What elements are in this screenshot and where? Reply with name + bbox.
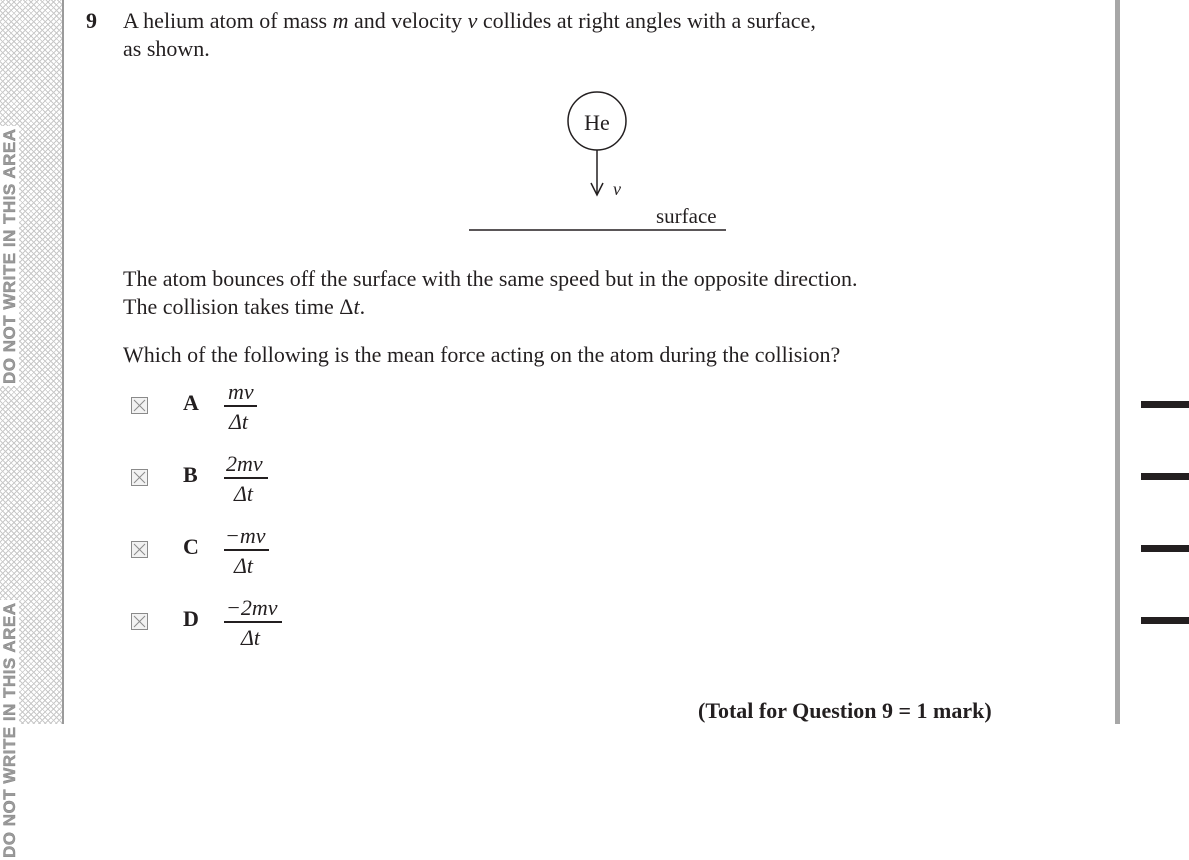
option-c-numerator: −mv bbox=[225, 523, 266, 548]
body-line-4: The collision takes time Δt. bbox=[123, 294, 366, 319]
velocity-label: v bbox=[613, 179, 621, 199]
answer-tick-b bbox=[1141, 473, 1189, 480]
question-line-2: as shown. bbox=[123, 36, 210, 61]
margin-warning-top: DO NOT WRITE IN THIS AREA bbox=[0, 128, 19, 384]
option-d-letter: D bbox=[183, 606, 199, 631]
option-b-letter: B bbox=[183, 462, 198, 487]
option-b-checkbox[interactable] bbox=[131, 469, 148, 486]
option-d-denominator: Δt bbox=[241, 625, 261, 650]
right-page-rule bbox=[1115, 0, 1120, 724]
option-a-denominator: Δt bbox=[229, 409, 249, 434]
answer-tick-a bbox=[1141, 401, 1189, 408]
body-line-3: The atom bounces off the surface with the same speed but in the opposite direction. bbox=[123, 266, 858, 291]
margin-warning-bottom: DO NOT WRITE IN THIS AREA bbox=[0, 602, 19, 858]
option-d-fraction-bar bbox=[224, 621, 282, 623]
question-number: 9 bbox=[86, 8, 97, 33]
option-c-denominator: Δt bbox=[234, 553, 254, 578]
helium-diagram bbox=[460, 85, 740, 235]
helium-atom-label: He bbox=[584, 110, 610, 135]
option-b-fraction-bar bbox=[224, 477, 268, 479]
option-c-letter: C bbox=[183, 534, 199, 559]
question-prompt: Which of the following is the mean force acting on the atom during the collision? bbox=[123, 342, 841, 367]
answer-tick-c bbox=[1141, 545, 1189, 552]
option-c-checkbox[interactable] bbox=[131, 541, 148, 558]
option-a-letter: A bbox=[183, 390, 199, 415]
margin-rule bbox=[62, 0, 64, 724]
answer-tick-d bbox=[1141, 617, 1189, 624]
option-d-numerator: −2mv bbox=[226, 595, 278, 620]
option-a-fraction-bar bbox=[224, 405, 257, 407]
question-line-1: A helium atom of mass m and velocity v collides at right angles with a surface, bbox=[123, 8, 816, 33]
option-c-fraction-bar bbox=[224, 549, 269, 551]
option-a-checkbox[interactable] bbox=[131, 397, 148, 414]
question-total: (Total for Question 9 = 1 mark) bbox=[698, 698, 992, 723]
option-d-checkbox[interactable] bbox=[131, 613, 148, 630]
option-a-numerator: mv bbox=[228, 379, 254, 404]
option-b-numerator: 2mv bbox=[226, 451, 263, 476]
surface-label: surface bbox=[656, 204, 717, 228]
option-b-denominator: Δt bbox=[234, 481, 254, 506]
